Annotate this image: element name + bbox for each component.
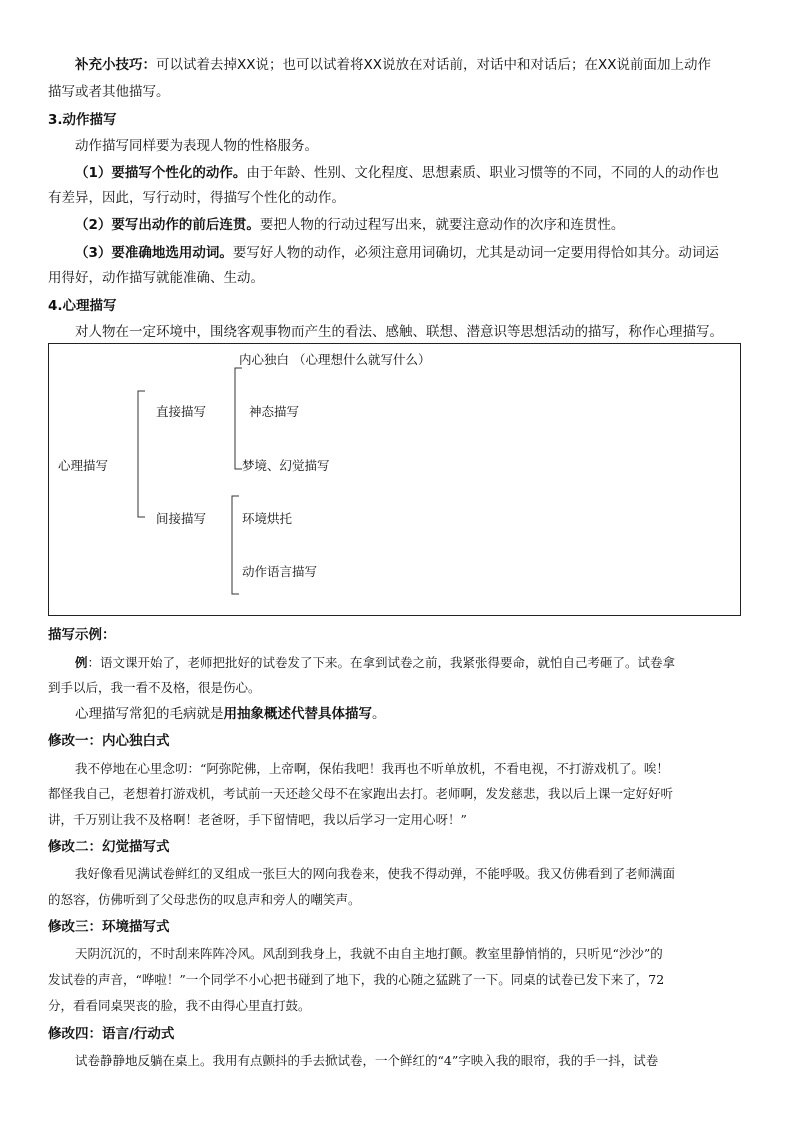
revision-line: 的怒容，仿佛听到了父母悲伤的叹息声和旁人的嘲笑声。 <box>48 892 361 907</box>
section3-p1-bold: （1）要描写个性化的动作。 <box>75 165 247 181</box>
revision-line: 分，看看同桌哭丧的脸，我不由得心里直打鼓。 <box>48 998 311 1013</box>
fault-line <box>75 704 386 724</box>
diagram-indirect: 间接描写 <box>156 511 207 526</box>
diagram-direct-item: 神态描写 <box>249 404 300 419</box>
diagram-direct: 直接描写 <box>156 404 207 419</box>
section3-p2-bold: （2）要写出动作的前后连贯。 <box>75 217 260 233</box>
tips-label: 补充小技巧： <box>75 57 156 73</box>
fault-bold: 用抽象概述代替具体描写 <box>223 706 372 722</box>
tips-text-1: 可以试着去掉XX说；也可以试着将XX说放在对话前，对话中和对话后；在XX说前面加上动作 <box>156 57 711 73</box>
diagram-indirect-item: 动作语言描写 <box>242 564 318 579</box>
example-line-2: 到手以后，我一看不及格，很是伤心。 <box>48 680 261 695</box>
section3-p3-line-1 <box>75 243 719 263</box>
root-bracket <box>138 391 145 517</box>
direct-bracket <box>235 368 242 469</box>
revision-line: 我不停地在心里念叨：“阿弥陀佛，上帝啊，保佑我吧！我再也不听单放机，不看电视，不打游戏机了。唉！ <box>75 761 669 776</box>
revision-line: 我好像看见满试卷鲜红的叉组成一张巨大的网向我卷来，使我不得动弹，不能呼吸。我又仿佛看到了老师满面 <box>75 866 676 881</box>
section3-p3-bold: （3）要准确地选用动词。 <box>75 245 233 261</box>
section4-heading: 4.心理描写 <box>48 298 117 314</box>
fault-pre: 心理描写常犯的毛病就是 <box>75 706 224 722</box>
section3-p1-line-1 <box>75 163 719 183</box>
psychology-diagram <box>48 343 741 616</box>
section3-p1-text-1: 由于年龄、性别、文化程度、思想素质、职业习惯等的不同，不同的人的动作也 <box>246 165 719 181</box>
tips-line-1 <box>75 55 711 75</box>
section4-intro: 对人物在一定环境中，围绕客观事物而产生的看法、感触、联想、潜意识等思想活动的描写，称作心理描写。 <box>75 324 723 340</box>
diagram-direct-item: 梦境、幻觉描写 <box>242 458 330 473</box>
example-line-1 <box>75 653 675 673</box>
indirect-bracket <box>232 496 239 594</box>
revision-line: 讲，千万别让我不及格啊！老爸呀，手下留情吧，我以后学习一定用心呀！” <box>48 812 467 827</box>
tips-line-2: 描写或者其他描写。 <box>48 84 170 100</box>
section3-p2 <box>75 215 624 235</box>
section3-p2-text: 要把人物的行动过程写出来，就要注意动作的次序和连贯性。 <box>259 217 625 233</box>
revision-line: 发试卷的声音，“哗啦！”一个同学不小心把书碰到了地下，我的心随之猛跳了一下。同桌的试卷已发下来了，72 <box>48 972 665 987</box>
diagram-direct-item: 内心独白 （心理想什么就写什么） <box>239 352 431 367</box>
diagram-indirect-item: 环境烘托 <box>242 511 293 526</box>
diagram-brackets <box>49 344 742 617</box>
fault-post: 。 <box>372 706 386 722</box>
section3-heading: 3.动作描写 <box>48 112 117 128</box>
section3-p3-line-2: 用得好，动作描写就能准确、生动。 <box>48 270 264 286</box>
revision-line: 试卷静静地反躺在桌上。我用有点颤抖的手去掀试卷，一个鲜红的“4”字映入我的眼帘，我的手一抖，试卷 <box>75 1053 659 1068</box>
section3-intro: 动作描写同样要为表现人物的性格服务。 <box>75 138 318 154</box>
example-label: 例 <box>75 655 88 670</box>
revision-line: 都怪我自己，老想着打游戏机，考试前一天还趁父母不在家跑出去打。老师啊，发发慈悲，我以后上课一定好好听 <box>48 786 674 801</box>
revision-title: 修改三：环境描写式 <box>48 919 170 935</box>
section3-p3-text-1: 要写好人物的动作，必须注意用词确切，尤其是动词一定要用得恰如其分。动词运 <box>232 245 719 261</box>
diagram-root: 心理描写 <box>58 458 109 473</box>
examples-heading: 描写示例： <box>48 627 116 643</box>
revision-title: 修改四：语言/行动式 <box>48 1026 175 1042</box>
revision-title: 修改二：幻觉描写式 <box>48 839 170 855</box>
example-text-1: ：语文课开始了，老师把批好的试卷发了下来。在拿到试卷之前，我紧张得要命，就怕自己考砸了。试卷拿 <box>87 655 676 670</box>
revision-title: 修改一：内心独白式 <box>48 733 170 749</box>
section3-p1-line-2: 有差异，因此，写行动时，得描写个性化的动作。 <box>48 190 345 206</box>
revision-line: 天阴沉沉的，不时刮来阵阵冷风。风刮到我身上，我就不由自主地打颤。教室里静悄悄的，只听见“沙沙”的 <box>75 946 663 961</box>
